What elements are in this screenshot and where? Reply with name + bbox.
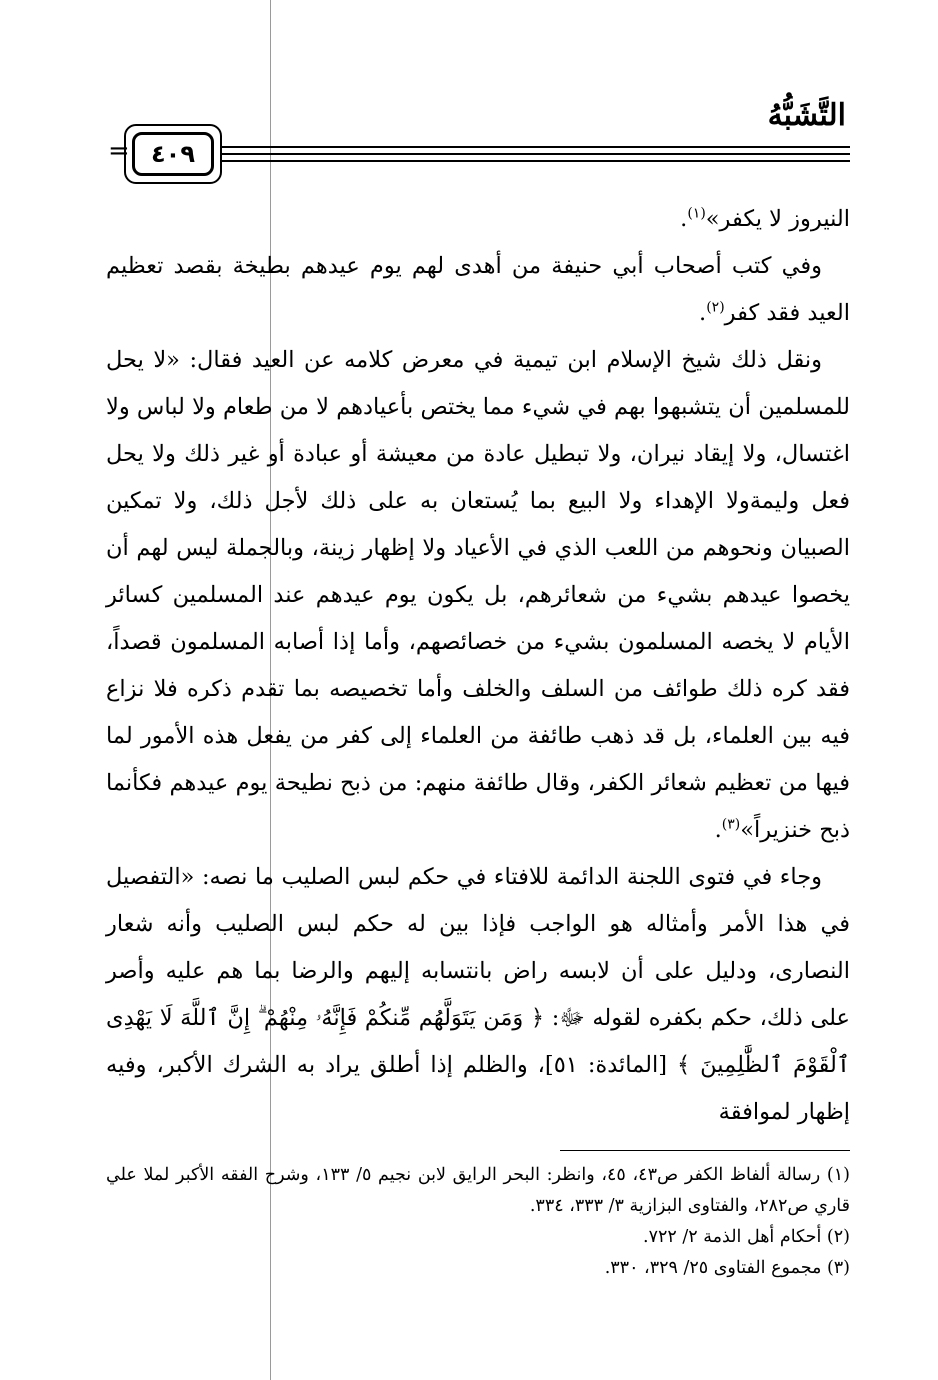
running-header-title: التَّشَبُّهُ	[767, 98, 846, 133]
header-rule-middle	[222, 153, 850, 155]
paragraph-4	[106, 854, 850, 1136]
footnote-3: (٣) مجموع الفتاوى ٢٥/ ٣٢٩، ٣٣٠.	[604, 1258, 850, 1278]
footnotes	[106, 1160, 850, 1284]
paragraph-tail: .	[714, 817, 722, 843]
paragraph-tail: .	[699, 300, 707, 326]
paragraph-text: وجاء في فتوى اللجنة الدائمة للافتاء في حكم لبس الصليب ما نصه: «التفصيل في هذا الأمر وأمثاله هو الواجب فإذا بين له حكم لبس الصليب وأنه شعار النصارى، ودليل على أن لابسه راض بانتسابه إليهم والرضا بما هم عليه وأصر على ذلك، حكم بكفره لقوله ﷻ: ﴿ وَمَن يَتَوَلَّهُم مِّنكُمْ فَإِنَّهُۥ مِنْهُمْ ۗ إِنَّ ٱللَّهَ لَا يَهْدِى ٱلْقَوْمَ ٱلظَّٰلِمِينَ ﴾ [المائدة: ٥١]، والظلم إذا أطلق يراد به الشرك الأكبر، وفيه إظهار لموافقة	[106, 864, 850, 1125]
page-number-box	[132, 132, 214, 176]
paragraph-1	[106, 196, 850, 243]
paragraph-3	[106, 337, 850, 854]
footnote-ref: (٣)	[721, 816, 741, 833]
header-rule-top	[222, 146, 850, 148]
footnote-ref: (١)	[687, 205, 706, 222]
header-rule-bottom	[222, 160, 850, 162]
paragraph-text: النيروز لا يكفر»	[705, 206, 850, 232]
paragraph-text: ونقل ذلك شيخ الإسلام ابن تيمية في معرض كلامه عن العيد فقال: «لا يحل للمسلمين أن يتشبهوا بهم في شيء مما يختص بأعيادهم لا من طعام ولا لباس ولا اغتسال، ولا إيقاد نيران، ولا تبطيل عادة من معيشة أو عبادة أو غير ذلك ولا يحل فعل وليمةولا الإهداء ولا البيع بما يُستعان به على ذلك لأجل ذلك، ولا تمكين الصبيان ونحوهم من اللعب الذي في الأعياد ولا إظهار زينة، وبالجملة ليس لهم أن يخصوا عيدهم بشيء من شعائرهم، بل يكون يوم عيدهم عند المسلمين كسائر الأيام لا يخصه المسلمون بشيء من خصائصهم، وأما إذا أصابه المسلمون قصداً، فقد كره ذلك طوائف من السلف والخلف وأما تخصيصه بما تقدم ذكره فلا نزاع فيه بين العلماء، بل قد ذهب طائفة من العلماء إلى كفر من يفعل هذه الأمور لما فيها من تعظيم شعائر الكفر، وقال طائفة منهم: من ذبح نطيحة يوم عيدهم فكأنما ذبح خنزيراً»	[106, 347, 850, 843]
footnote-2: (٢) أحكام أهل الذمة ٢/ ٧٢٢.	[643, 1227, 850, 1247]
paragraph-text: وفي كتب أصحاب أبي حنيفة من أهدى لهم يوم عيدهم بطيخة بقصد تعظيم العيد فقد كفر	[106, 253, 850, 326]
footnote-separator	[560, 1150, 850, 1151]
footnote-1: (١) رسالة ألفاظ الكفر ص٤٣، ٤٥، وانظر: البحر الرايق لابن نجيم ٥/ ١٣٣، وشرح الفقه الأكبر لملا علي قاري ص٢٨٢، والفتاوى البزازية ٣/ ٣٣٣، ٣٣٤.	[106, 1165, 850, 1216]
main-text	[106, 196, 850, 1136]
header-ornament: =	[108, 136, 130, 166]
paragraph-2	[106, 243, 850, 337]
page-number: ٤٠٩	[151, 140, 195, 168]
footnote-ref: (٢)	[706, 299, 725, 316]
paragraph-tail: .	[680, 206, 688, 232]
